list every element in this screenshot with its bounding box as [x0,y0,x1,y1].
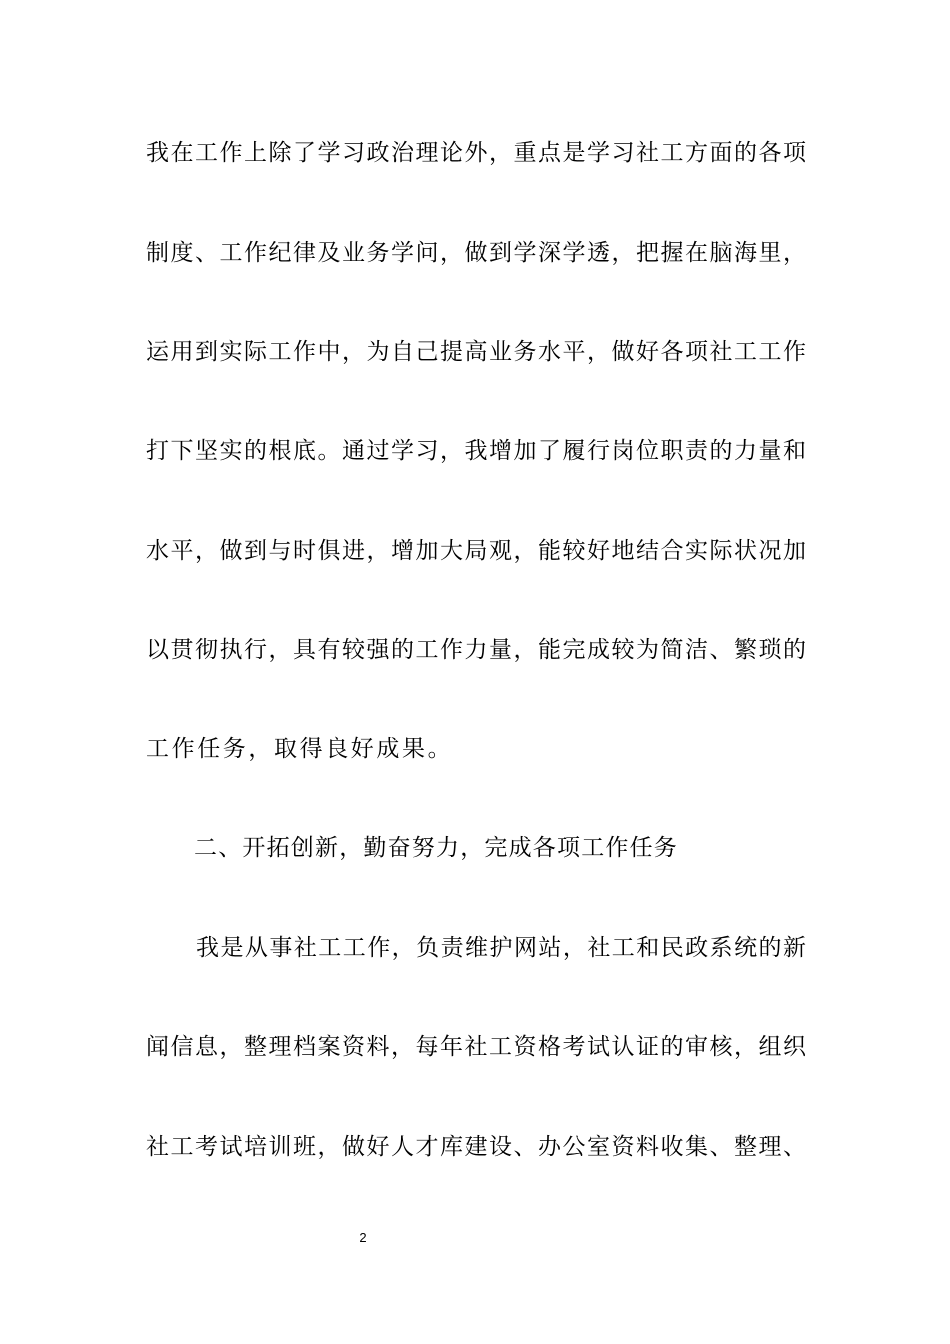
section-heading: 二、开拓创新，勤奋努力，完成各项工作任务 [194,835,678,861]
paragraph-1-line-3: 运用到实际工作中，为自己提高业务水平，做好各项社工工作 [146,339,806,365]
paragraph-1-line-7: 工作任务，取得良好成果。 [146,736,454,762]
paragraph-2-line-1: 我是从事社工工作，负责维护网站，社工和民政系统的新 [196,935,806,961]
paragraph-2-line-3: 社工考试培训班，做好人才库建设、办公室资料收集、整理、 [146,1134,806,1160]
paragraph-1-line-6: 以贯彻执行，具有较强的工作力量，能完成较为简洁、繁琐的 [146,637,806,663]
paragraph-1-line-5: 水平，做到与时俱进，增加大局观，能较好地结合实际状况加 [146,538,806,564]
paragraph-1-line-2: 制度、工作纪律及业务学问，做到学深学透，把握在脑海里， [146,240,806,266]
page-number: 2 [359,1230,367,1245]
paragraph-1-line-4: 打下坚实的根底。通过学习，我增加了履行岗位职责的力量和 [146,438,806,464]
paragraph-2-line-2: 闻信息，整理档案资料，每年社工资格考试认证的审核，组织 [146,1034,806,1060]
paragraph-1-line-1: 我在工作上除了学习政治理论外，重点是学习社工方面的各项 [146,140,806,166]
